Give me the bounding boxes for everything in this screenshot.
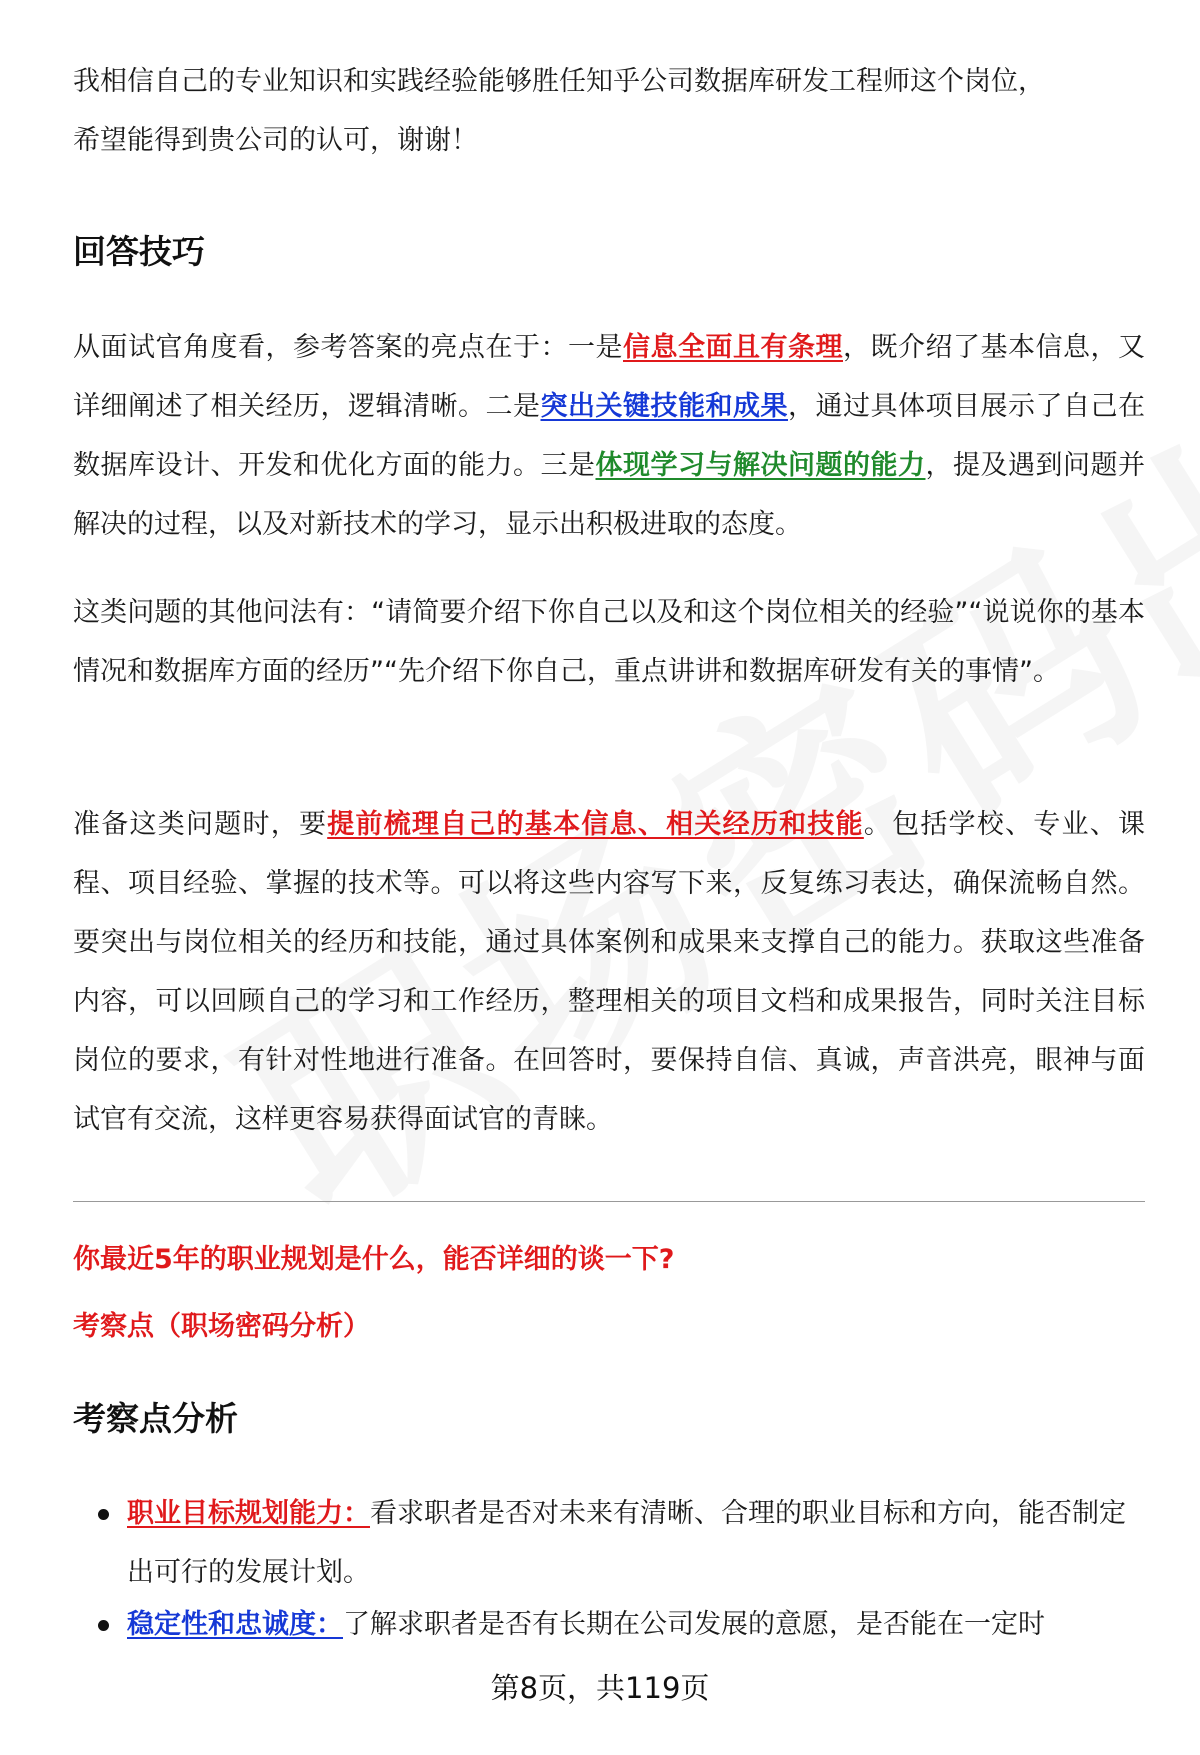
tips-p1-text-4: ，提及遇到问题并解决的过程，以及对新技术的学习，显示出积极进取的态度。 [73,450,1145,540]
analysis-item-label: 稳定性和忠诚度： [127,1609,343,1640]
analysis-item-text: 了解求职者是否有长期在公司发展的意愿，是否能在一定时 [343,1609,1045,1640]
analysis-heading: 考察点分析 [73,1399,238,1438]
analysis-item [127,1595,1145,1654]
bullet-icon [98,1509,109,1520]
section-divider [73,1201,1145,1202]
tips-p1-text-1: 从面试官角度看，参考答案的亮点在于：一是 [73,332,623,363]
tips-paragraph-3 [73,795,1145,1149]
question-title: 你最近5年的职业规划是什么，能否详细的谈一下? [73,1244,675,1275]
analysis-item-label: 职业目标规划能力： [127,1498,370,1529]
bullet-icon [98,1620,109,1631]
tips-p3-text-1: 准备这类问题时，要 [73,809,328,840]
intro-line-1: 我相信自己的专业知识和实践经验能够胜任知乎公司数据库研发工程师这个岗位， [73,66,1045,97]
tips-p1-text-2: ，既介绍了基本信息，又详细阐述了相关经历，逻辑清晰。二是 [73,332,1145,422]
tips-heading: 回答技巧 [73,232,205,271]
intro-paragraph [73,52,1145,170]
highlight-learning-ability: 体现学习与解决问题的能力 [595,450,926,481]
tips-paragraph-2: 这类问题的其他问法有：“请简要介绍下你自己以及和这个岗位相关的经验”“说说你的基本情况和数据库方面的经历”“先介绍下你自己，重点讲讲和数据库研发有关的事情”。 [73,597,1145,687]
intro-line-2: 希望能得到贵公司的认可，谢谢！ [73,125,478,156]
highlight-key-skills: 突出关键技能和成果 [540,391,788,422]
highlight-info-complete: 信息全面且有条理 [623,332,843,363]
analysis-item-text: 看求职者是否对未来有清晰、合理的职业目标和方向，能否制定出可行的发展计划。 [127,1498,1126,1588]
tips-paragraph-1 [73,318,1145,554]
highlight-prepare-info: 提前梳理自己的基本信息、相关经历和技能 [327,809,864,840]
page-footer: 第8页，共119页 [490,1671,710,1705]
analysis-item [127,1484,1145,1602]
tips-p3-text-2: 。包括学校、专业、课程、项目经验、掌握的技术等。可以将这些内容写下来，反复练习表达，确保流畅自然。要突出与岗位相关的经历和技能，通过具体案例和成果来支撑自己的能力。获取这些准备内容，可以回顾自己的学习和工作经历，整理相关的项目文档和成果报告，同时关注目标岗位的要求，有针对性地进行准备。在回答时，要保持自信、真诚，声音洪亮，眼神与面试官有交流，这样更容易获得面试官的青睐。 [73,809,1146,1135]
tips-p1-text-3: ，通过具体项目展示了自己在数据库设计、开发和优化方面的能力。三是 [73,391,1145,481]
question-subtitle: 考察点（职场密码分析） [73,1311,370,1342]
